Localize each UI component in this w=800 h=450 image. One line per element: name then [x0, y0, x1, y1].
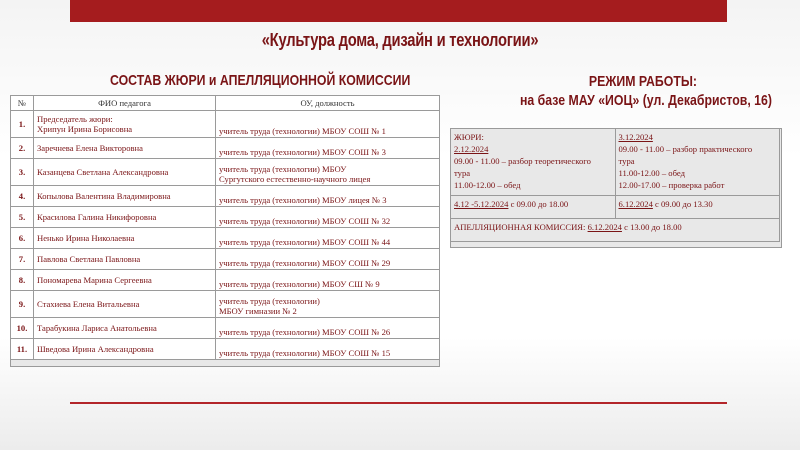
teacher-name-cell: [34, 111, 216, 138]
schedule-range1-date: 4.12 -5.12.2024: [454, 199, 509, 209]
organization-line1: учитель труда (технологии) МБОУ СШ № 9: [219, 279, 380, 289]
schedule-range1-time: с 09.00 до 18.00: [508, 199, 569, 209]
col-header-name: ФИО педагога: [34, 96, 216, 111]
organization-line1: учитель труда (технологии) МБОУ СОШ № 29: [219, 258, 391, 268]
schedule-row-appeal: [451, 219, 780, 242]
appeal-date: 6.12.2024: [587, 222, 622, 232]
table-row: [11, 138, 440, 159]
schedule-cell-range1: [451, 196, 616, 219]
teacher-name-line1: Шведова Ирина Александровна: [37, 344, 154, 354]
schedule-range2-date: 6.12.2024: [618, 199, 653, 209]
schedule-cell-appeal: [451, 219, 780, 242]
table-row: [11, 111, 440, 138]
organization-line1: учитель труда (технологии) МБОУ СОШ № 26: [219, 327, 391, 337]
teacher-name-cell: [34, 339, 216, 360]
teacher-name-line1: Тарабукина Лариса Анатольевна: [37, 323, 157, 333]
schedule-heading-line1: РЕЖИМ РАБОТЫ:: [588, 73, 697, 90]
row-number: 1.: [11, 111, 34, 138]
schedule-day1-line3: 11.00-12.00 – обед: [454, 180, 521, 190]
organization-cell: [216, 228, 440, 249]
row-number: 10.: [11, 318, 34, 339]
teacher-name-line1: Павлова Светлана Павловна: [37, 254, 141, 264]
table-row: [11, 228, 440, 249]
schedule-day2-line1: 09.00 - 11.00 – разбор практического: [618, 144, 753, 154]
schedule-day2-line4: 12.00-17.00 – проверка работ: [618, 180, 725, 190]
organization-line1: учитель труда (технологии) МБОУ СОШ № 15: [219, 348, 391, 358]
schedule-heading-line2: на базе МАУ «ИОЦ» (ул. Декабристов, 16): [520, 92, 772, 109]
teacher-name-line1: Ненько Ирина Николаевна: [37, 233, 135, 243]
organization-cell: [216, 318, 440, 339]
jury-heading: СОСТАВ ЖЮРИ и АПЕЛЛЯЦИОННОЙ КОМИССИИ: [110, 72, 411, 89]
table-row: [11, 318, 440, 339]
organization-line2: Сургутского естественно-научного лицея: [219, 174, 371, 184]
row-number: 9.: [11, 291, 34, 318]
schedule-date-day1: 2.12.2024: [454, 144, 489, 154]
row-number: 4.: [11, 186, 34, 207]
schedule-cell-range2: [615, 196, 780, 219]
organization-cell: [216, 270, 440, 291]
organization-line1: учитель труда (технологии) МБОУ лицея № 3: [219, 195, 387, 205]
jury-table: [10, 95, 440, 360]
schedule-day2-line2: тура: [618, 156, 635, 166]
jury-table-header-row: [11, 96, 440, 111]
teacher-name-line1: Председатель жюри:: [37, 114, 113, 124]
table-row: [11, 249, 440, 270]
teacher-name-cell: [34, 138, 216, 159]
schedule-cell-day2: [615, 129, 780, 196]
row-number: 11.: [11, 339, 34, 360]
table-row: [11, 207, 440, 228]
organization-cell: [216, 186, 440, 207]
organization-cell: [216, 207, 440, 228]
organization-line1: учитель труда (технологии) МБОУ СОШ № 44: [219, 237, 391, 247]
organization-cell: [216, 291, 440, 318]
organization-line2: МБОУ гимназии № 2: [219, 306, 297, 316]
organization-cell: [216, 249, 440, 270]
schedule-table: [450, 128, 780, 242]
teacher-name-cell: [34, 207, 216, 228]
teacher-name-line1: Заречнева Елена Викторовна: [37, 143, 143, 153]
teacher-name-cell: [34, 159, 216, 186]
teacher-name-line1: Казанцева Светлана Александровна: [37, 167, 169, 177]
table-row: [11, 159, 440, 186]
schedule-heading: [520, 72, 772, 110]
teacher-name-cell: [34, 228, 216, 249]
table-row: [11, 291, 440, 318]
teacher-name-line2: Хрипун Ирина Борисовна: [37, 124, 133, 134]
appeal-time: с 13.00 до 18.00: [621, 222, 682, 232]
teacher-name-line1: Копылова Валентина Владимировна: [37, 191, 171, 201]
col-header-org: ОУ, должность: [216, 96, 440, 111]
teacher-name-cell: [34, 249, 216, 270]
schedule-range2-time: с 09.00 до 13.30: [652, 199, 713, 209]
table-row: [11, 270, 440, 291]
top-decorative-band: [70, 0, 727, 22]
row-number: 8.: [11, 270, 34, 291]
row-number: 6.: [11, 228, 34, 249]
teacher-name-cell: [34, 291, 216, 318]
table-row: [11, 339, 440, 360]
teacher-name-line1: Пономарева Марина Сергеевна: [37, 275, 152, 285]
row-number: 2.: [11, 138, 34, 159]
teacher-name-line1: Красилова Галина Никифоровна: [37, 212, 157, 222]
bottom-divider-line: [70, 402, 727, 404]
page-title: «Культура дома, дизайн и технологии»: [261, 30, 539, 50]
teacher-name-cell: [34, 186, 216, 207]
organization-line1: учитель труда (технологии) МБОУ СОШ № 32: [219, 216, 391, 226]
row-number: 7.: [11, 249, 34, 270]
schedule-date-day2: 3.12.2024: [618, 132, 653, 142]
row-number: 3.: [11, 159, 34, 186]
organization-line1: учитель труда (технологии) МБОУ СОШ № 3: [219, 147, 386, 157]
organization-line1: учитель труда (технологии) МБОУ: [219, 164, 347, 174]
organization-cell: [216, 111, 440, 138]
organization-cell: [216, 339, 440, 360]
table-row: [11, 186, 440, 207]
schedule-row-dates: [451, 196, 780, 219]
organization-cell: [216, 138, 440, 159]
teacher-name-cell: [34, 270, 216, 291]
row-number: 5.: [11, 207, 34, 228]
schedule-cell-day1: [451, 129, 616, 196]
organization-cell: [216, 159, 440, 186]
schedule-day1-line1: 09.00 - 11.00 – разбор теоретического: [454, 156, 591, 166]
schedule-row-jury: [451, 129, 780, 196]
teacher-name-cell: [34, 318, 216, 339]
organization-line1: учитель труда (технологии): [219, 296, 320, 306]
schedule-jury-label: ЖЮРИ:: [454, 132, 484, 142]
schedule-day1-line2: тура: [454, 168, 471, 178]
appeal-label: АПЕЛЛЯЦИОННАЯ КОМИССИЯ:: [454, 222, 588, 232]
col-header-number: №: [11, 96, 34, 111]
schedule-day2-line3: 11.00-12.00 – обед: [618, 168, 685, 178]
organization-line2: учитель труда (технологии) МБОУ СОШ № 1: [219, 126, 386, 136]
teacher-name-line1: Стахиева Елена Витальевна: [37, 299, 140, 309]
